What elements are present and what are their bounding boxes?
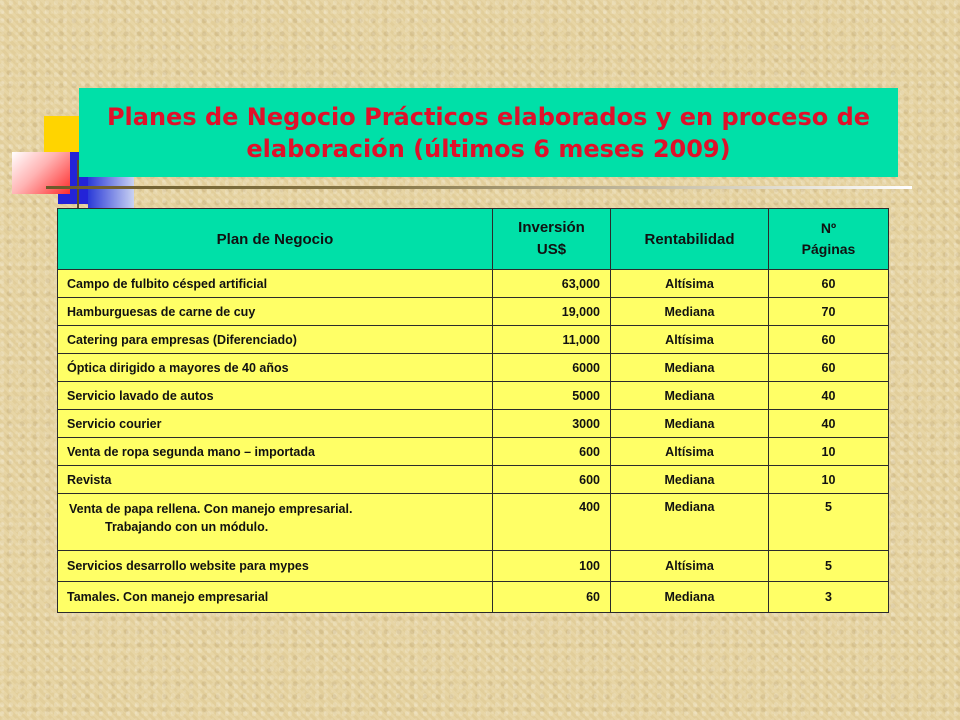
cell-inversion: 100 <box>493 551 611 582</box>
cell-rentabilidad: Altísima <box>611 551 769 582</box>
business-plans-table <box>57 208 889 613</box>
cell-inversion: 19,000 <box>493 298 611 326</box>
header-inversion: Inversión US$ <box>493 209 611 270</box>
cell-plan: Hamburguesas de carne de cuy <box>58 298 493 326</box>
table-row <box>58 270 889 298</box>
cell-paginas: 40 <box>769 410 889 438</box>
cell-inversion: 400 <box>493 494 611 551</box>
table-row <box>58 410 889 438</box>
cell-plan: Tamales. Con manejo empresarial <box>58 582 493 613</box>
table-row <box>58 354 889 382</box>
cell-rentabilidad: Mediana <box>611 354 769 382</box>
table-header-row <box>58 209 889 270</box>
cell-paginas: 60 <box>769 326 889 354</box>
table-row <box>58 494 889 551</box>
cell-inversion: 60 <box>493 582 611 613</box>
cell-plan: Revista <box>58 466 493 494</box>
table-row <box>58 298 889 326</box>
cell-paginas: 70 <box>769 298 889 326</box>
cell-paginas: 40 <box>769 382 889 410</box>
table-row <box>58 466 889 494</box>
header-paginas: Nº Páginas <box>769 209 889 270</box>
cell-inversion: 5000 <box>493 382 611 410</box>
cell-paginas: 10 <box>769 466 889 494</box>
cell-paginas: 3 <box>769 582 889 613</box>
cell-rentabilidad: Mediana <box>611 410 769 438</box>
cell-paginas: 10 <box>769 438 889 466</box>
cell-plan: Servicio lavado de autos <box>58 382 493 410</box>
cell-inversion: 6000 <box>493 354 611 382</box>
cell-rentabilidad: Altísima <box>611 326 769 354</box>
cell-inversion: 600 <box>493 438 611 466</box>
cell-paginas: 60 <box>769 354 889 382</box>
cell-plan: Servicios desarrollo website para mypes <box>58 551 493 582</box>
cell-plan-line2: Trabajando con un módulo. <box>105 520 269 534</box>
cell-plan <box>58 494 493 551</box>
cell-rentabilidad: Mediana <box>611 298 769 326</box>
cell-plan: Campo de fulbito césped artificial <box>58 270 493 298</box>
cell-rentabilidad: Mediana <box>611 466 769 494</box>
cell-rentabilidad: Mediana <box>611 382 769 410</box>
cell-paginas: 5 <box>769 494 889 551</box>
decor-horizontal-rule <box>46 186 912 189</box>
cell-rentabilidad: Mediana <box>611 582 769 613</box>
cell-inversion: 11,000 <box>493 326 611 354</box>
table-row <box>58 326 889 354</box>
cell-inversion: 63,000 <box>493 270 611 298</box>
cell-plan: Venta de ropa segunda mano – importada <box>58 438 493 466</box>
table-row <box>58 582 889 613</box>
cell-rentabilidad: Mediana <box>611 494 769 551</box>
cell-plan: Catering para empresas (Diferenciado) <box>58 326 493 354</box>
cell-plan: Óptica dirigido a mayores de 40 años <box>58 354 493 382</box>
cell-rentabilidad: Altísima <box>611 270 769 298</box>
page-title: Planes de Negocio Prácticos elaborados y en proceso de elaboración (últimos 6 meses 2009) <box>106 102 871 163</box>
header-rentabilidad: Rentabilidad <box>611 209 769 270</box>
cell-plan: Servicio courier <box>58 410 493 438</box>
cell-rentabilidad: Altísima <box>611 438 769 466</box>
cell-inversion: 600 <box>493 466 611 494</box>
table-row <box>58 551 889 582</box>
header-plan: Plan de Negocio <box>58 209 493 270</box>
cell-paginas: 60 <box>769 270 889 298</box>
cell-inversion: 3000 <box>493 410 611 438</box>
title-box <box>79 88 898 177</box>
cell-paginas: 5 <box>769 551 889 582</box>
table-row <box>58 382 889 410</box>
table-row <box>58 438 889 466</box>
cell-plan-line1: Venta de papa rellena. Con manejo empresarial. <box>69 502 353 516</box>
